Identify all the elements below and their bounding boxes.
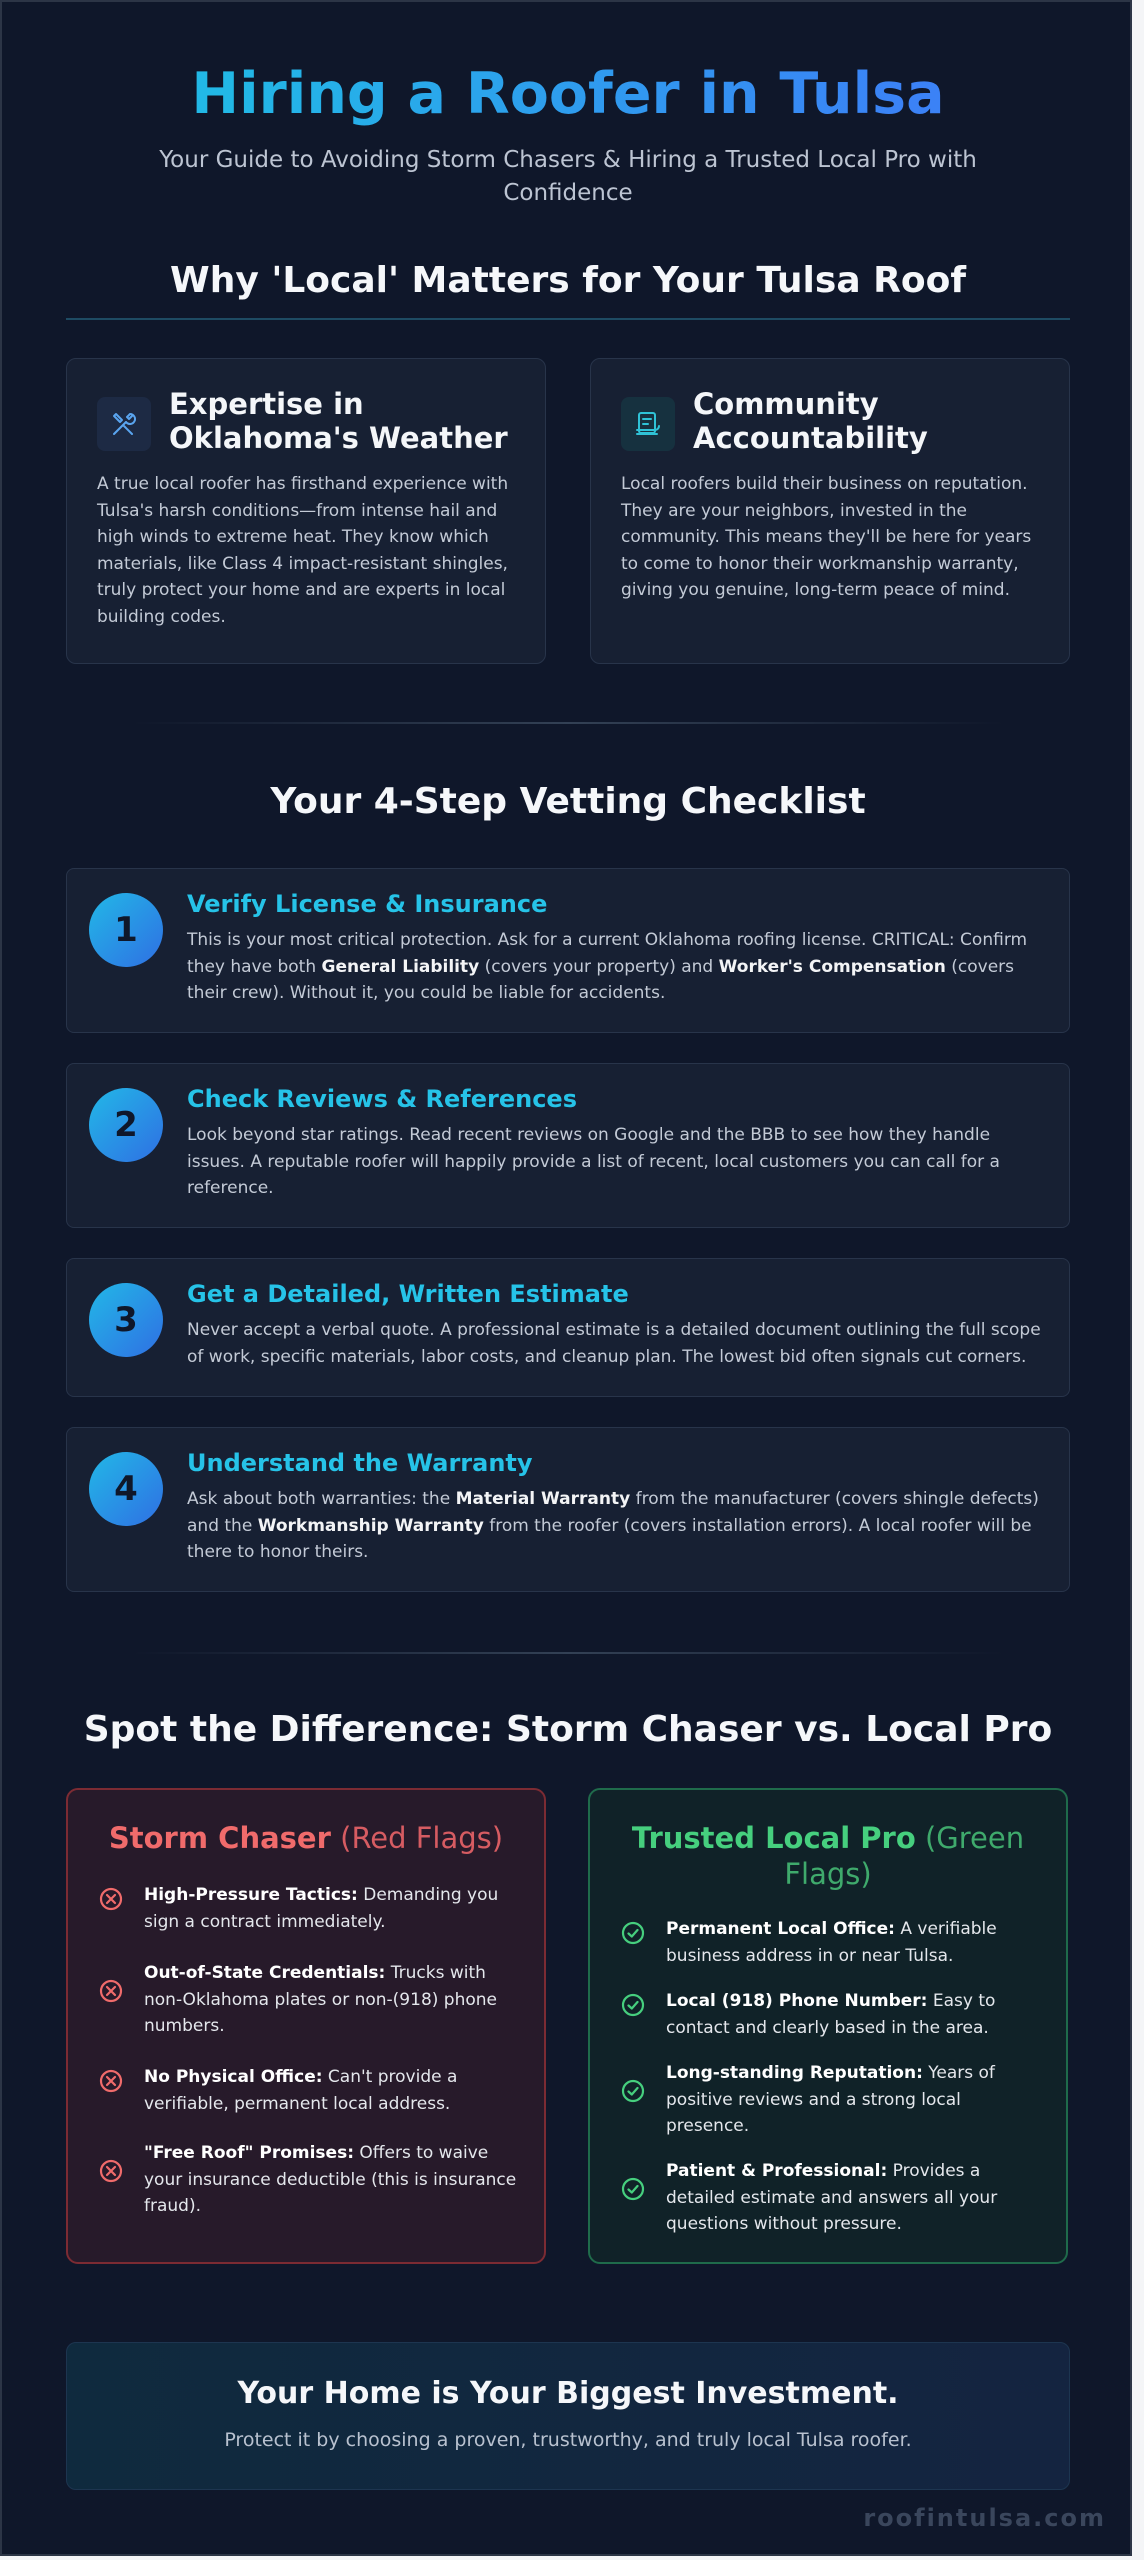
section-underline bbox=[66, 318, 1070, 320]
flag-label: Patient & Professional: bbox=[666, 2161, 888, 2181]
emphasis-text: General Liability bbox=[321, 956, 480, 977]
step-text bbox=[187, 1122, 1047, 1202]
flag-label: Long-standing Reputation: bbox=[666, 2063, 923, 2083]
step-card-1 bbox=[66, 868, 1070, 1033]
check-circle-icon bbox=[620, 1920, 646, 1950]
panel-title-main: Storm Chaser bbox=[108, 1821, 331, 1855]
body-text: Ask about both warranties: the bbox=[187, 1489, 456, 1509]
emphasis-text: Material Warranty bbox=[455, 1489, 631, 1509]
footer-website-link[interactable]: roofintulsa.com bbox=[863, 2504, 1106, 2532]
card-title: Community Accountability bbox=[693, 387, 928, 455]
card-text: Local roofers build their business on reputation. They are your neighbors, invested in the community. This means they'll be here for years to come to honor their workmanship warranty, giving you genuine, long-term peace of mind. bbox=[621, 474, 1032, 600]
step-card-4 bbox=[66, 1427, 1070, 1592]
page-subtitle: Your Guide to Avoiding Storm Chasers & Hiring a Trusted Local Pro with Confidence bbox=[159, 147, 977, 206]
card-community-accountability bbox=[590, 358, 1070, 664]
flag-text: Years of positive reviews and a strong local presence. bbox=[666, 2063, 995, 2136]
step-title: Check Reviews & References bbox=[187, 1085, 577, 1113]
step-card-2 bbox=[66, 1063, 1070, 1228]
flag-label: Permanent Local Office: bbox=[666, 1919, 895, 1939]
flag-text: Offers to waive your insurance deductible (this is insurance fraud). bbox=[144, 2143, 517, 2216]
flag-label: No Physical Office: bbox=[144, 2067, 323, 2087]
step-card-3 bbox=[66, 1258, 1070, 1397]
step-number: 4 bbox=[89, 1452, 163, 1526]
step-title: Understand the Warranty bbox=[187, 1449, 533, 1477]
x-circle-icon bbox=[98, 2068, 124, 2098]
panel-title bbox=[88, 1820, 524, 1856]
body-text: (covers your property) and bbox=[479, 956, 719, 977]
section-title-compare: Spot the Difference: Storm Chaser vs. Local Pro bbox=[83, 1709, 1053, 1750]
body-text: Look beyond star ratings. Read recent reviews on Google and the BBB to see how they handle issues. A reputable roofer will happily provide a list of recent, local customers you can call for a reference. bbox=[187, 1125, 1000, 1198]
body-text: from the manufacturer (covers shingle defects) and the bbox=[187, 1489, 1039, 1536]
call-to-action-banner bbox=[66, 2342, 1070, 2490]
section-divider bbox=[132, 1652, 1004, 1654]
storm-chaser-panel bbox=[66, 1788, 546, 2264]
step-title: Verify License & Insurance bbox=[187, 890, 548, 918]
flag-label: "Free Roof" Promises: bbox=[144, 2143, 354, 2163]
flag-label: High-Pressure Tactics: bbox=[144, 1885, 358, 1905]
flag-label: Local (918) Phone Number: bbox=[666, 1991, 928, 2011]
step-number: 3 bbox=[89, 1283, 163, 1357]
card-weather-expertise bbox=[66, 358, 546, 664]
flag-text: A verifiable business address in or near Tulsa. bbox=[666, 1919, 997, 1966]
step-title: Get a Detailed, Written Estimate bbox=[187, 1280, 629, 1308]
x-circle-icon bbox=[98, 1886, 124, 1916]
step-text bbox=[187, 927, 1047, 1007]
panel-title-tag: (Red Flags) bbox=[340, 1821, 504, 1855]
card-title: Expertise in Oklahoma's Weather bbox=[169, 387, 508, 455]
flag-text: Can't provide a verifiable, permanent local address. bbox=[144, 2067, 458, 2114]
emphasis-text: Workmanship Warranty bbox=[257, 1515, 484, 1536]
flag-text: Provides a detailed estimate and answers all your questions without pressure. bbox=[666, 2161, 998, 2234]
step-number: 1 bbox=[89, 893, 163, 967]
local-pro-panel bbox=[588, 1788, 1068, 2264]
card-text: A true local roofer has firsthand experience with Tulsa's harsh conditions—from intense hail and high winds to extreme heat. They know which materials, like Class 4 impact-resistant shingles, truly protect your home and are experts in local building codes. bbox=[97, 474, 509, 627]
x-circle-icon bbox=[98, 2158, 124, 2188]
section-divider bbox=[132, 722, 1004, 724]
body-text: Never accept a verbal quote. A professional estimate is a detailed document outlining the full scope of work, specific materials, labor costs, and cleanup plan. The lowest bid often signals cut corners. bbox=[187, 1320, 1041, 1367]
tools-icon bbox=[97, 397, 151, 451]
flag-text: Easy to contact and clearly based in the area. bbox=[666, 1991, 996, 2038]
check-circle-icon bbox=[620, 2078, 646, 2108]
page-title: Hiring a Roofer in Tulsa bbox=[2, 54, 1132, 134]
x-circle-icon bbox=[98, 1978, 124, 2008]
panel-title-main: Trusted Local Pro bbox=[631, 1821, 916, 1855]
check-circle-icon bbox=[620, 1992, 646, 2022]
cta-title: Your Home is Your Biggest Investment. bbox=[237, 2376, 899, 2411]
body-text: This is your most critical protection. Ask for a current Oklahoma roofing license. CRITICAL: Confirm they have both bbox=[187, 930, 1028, 977]
emphasis-text: Worker's Compensation bbox=[718, 956, 946, 977]
panel-title-tag: (Green Flags) bbox=[784, 1821, 1025, 1891]
cta-subtitle: Protect it by choosing a proven, trustworthy, and truly local Tulsa roofer. bbox=[224, 2429, 912, 2451]
step-text bbox=[187, 1317, 1047, 1370]
panel-title bbox=[610, 1820, 1046, 1892]
section-title-local: Why 'Local' Matters for Your Tulsa Roof bbox=[170, 260, 966, 301]
handshake-icon bbox=[621, 397, 675, 451]
body-text: from the roofer (covers installation errors). A local roofer will be there to honor theirs. bbox=[187, 1515, 1032, 1562]
flag-label: Out-of-State Credentials: bbox=[144, 1963, 386, 1983]
step-number: 2 bbox=[89, 1088, 163, 1162]
flag-text: Demanding you sign a contract immediately. bbox=[144, 1885, 499, 1932]
section-title-checklist: Your 4-Step Vetting Checklist bbox=[270, 781, 866, 822]
body-text: (covers their crew). Without it, you could be liable for accidents. bbox=[187, 956, 1014, 1003]
step-text bbox=[187, 1486, 1047, 1566]
flag-text: Trucks with non-Oklahoma plates or non-(918) phone numbers. bbox=[144, 1963, 497, 2036]
check-circle-icon bbox=[620, 2176, 646, 2206]
